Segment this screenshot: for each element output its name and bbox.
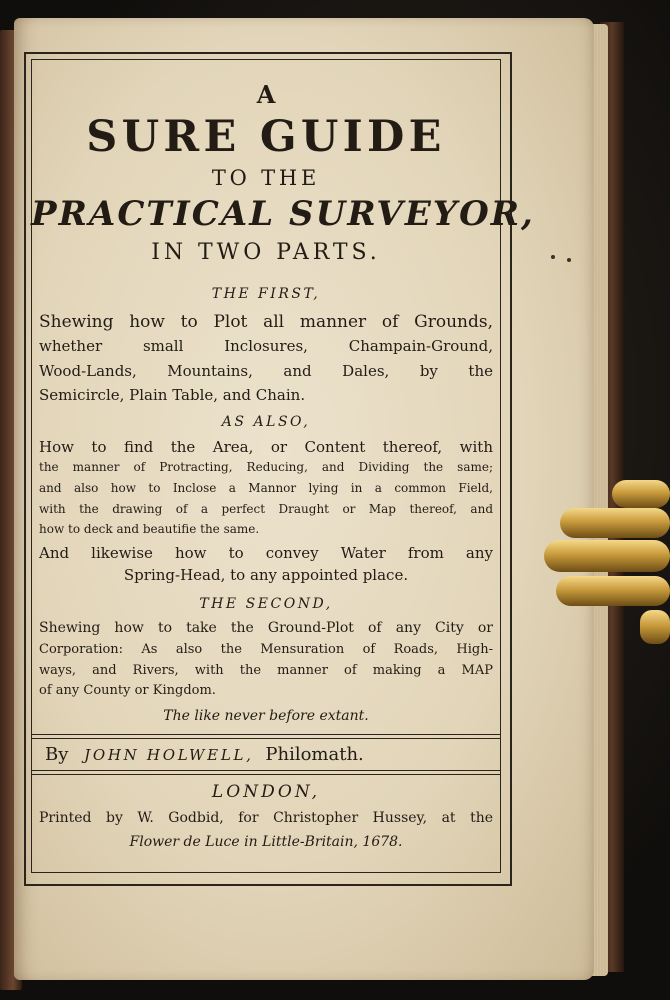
part-one-line: Shewing how to Plot all manner of Grounds, — [39, 312, 493, 332]
as-also-line: and also how to Inclose a Mannor lying in a common Field, — [39, 481, 493, 495]
part-two-line: Corporation: As also the Mensuration of Roads, High- — [39, 642, 493, 657]
as-also-line: with the drawing of a perfect Draught or Map thereof, and — [39, 502, 493, 516]
imprint-city: LONDON, — [211, 782, 321, 802]
imprint-line: Flower de Luce in Little-Britain, 1678. — [129, 834, 403, 850]
imprint-line: Printed by W. Godbid, for Christopher Hussey, at the — [39, 810, 493, 826]
title-article: A — [256, 80, 276, 109]
as-also-line: the manner of Protracting, Reducing, and Dividing the same; — [39, 460, 493, 474]
as-also-line: how to deck and beautifie the same. — [39, 522, 260, 536]
foxing-spot — [567, 258, 571, 262]
water-line: And likewise how to convey Water from any — [39, 544, 493, 562]
brass-clasp-holder — [542, 478, 670, 648]
water-line: Spring-Head, to any appointed place. — [123, 566, 409, 584]
part-one-line: Semicircle, Plain Table, and Chain. — [39, 386, 306, 404]
double-rule-top — [31, 734, 501, 739]
double-rule-bottom — [31, 770, 501, 775]
part-two-line: of any County or Kingdom. — [39, 683, 216, 698]
as-also-line: How to find the Area, or Content thereof, with — [39, 438, 493, 456]
part-one-line: Wood-Lands, Mountains, and Dales, by the — [39, 362, 493, 380]
author-name: JOHN HOLWELL, — [84, 746, 254, 764]
tagline: The like never before extant. — [163, 708, 369, 724]
part-two-line: Shewing how to take the Ground-Plot of any City or — [39, 620, 493, 636]
as-also-heading: AS ALSO, — [221, 414, 311, 430]
author-line — [31, 744, 501, 765]
title-practical-surveyor: PRACTICAL SURVEYOR, — [31, 194, 535, 234]
title-in-two-parts: IN TWO PARTS. — [151, 240, 381, 265]
part-two-line: ways, and Rivers, with the manner of making a MAP — [39, 663, 493, 678]
title-main: SURE GUIDE — [86, 112, 446, 162]
author-prefix: By — [45, 744, 69, 765]
author-title: Philomath. — [265, 744, 364, 765]
part-two-heading: THE SECOND, — [199, 596, 333, 612]
title-to-the: TO THE — [211, 166, 321, 190]
part-one-line: whether small Inclosures, Champain-Ground, — [39, 337, 493, 355]
part-one-heading: THE FIRST, — [211, 286, 321, 302]
foxing-spot — [551, 255, 555, 259]
